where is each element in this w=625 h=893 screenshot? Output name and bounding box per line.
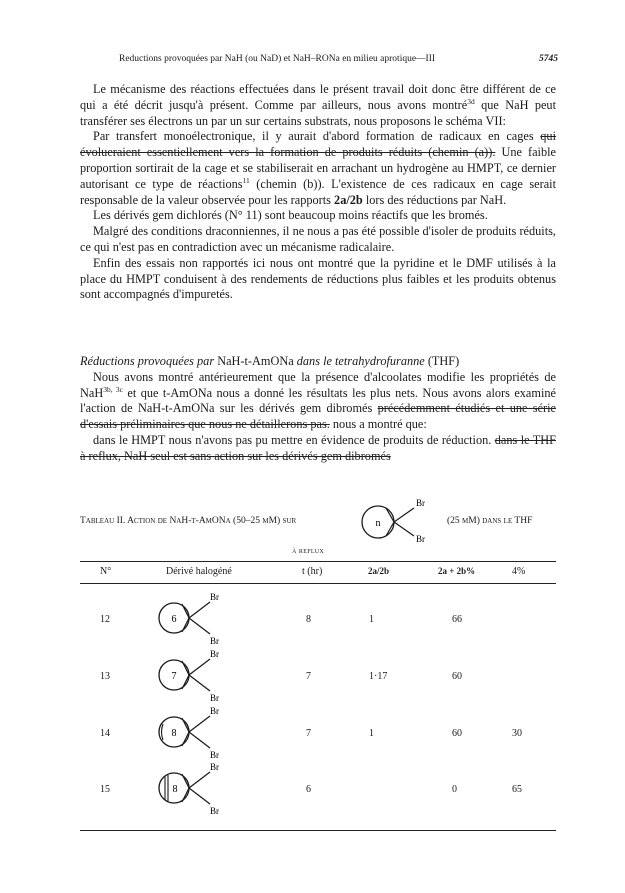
entry-number: 13 bbox=[100, 671, 110, 682]
ring-size-label: 8 bbox=[172, 784, 178, 795]
dibromo-ring-structure bbox=[150, 758, 230, 818]
table-row bbox=[80, 764, 556, 822]
column-header: 2a + 2b% bbox=[438, 566, 476, 576]
yield-2a-2b: 60 bbox=[452, 671, 462, 682]
reaction-time: 6 bbox=[306, 784, 311, 795]
ring-size-label: 8 bbox=[171, 728, 177, 739]
struck-text: précédemment étudiés et une série d'essais préliminaires que nous ne détaillerons pas. bbox=[80, 401, 556, 432]
reaction-time: 8 bbox=[306, 614, 311, 625]
column-header: 4% bbox=[512, 566, 526, 577]
table-rule-header bbox=[80, 583, 556, 584]
column-header: N° bbox=[100, 566, 112, 577]
ring-size-label: 6 bbox=[171, 614, 177, 625]
gem-dibromo-ring-structure bbox=[356, 496, 446, 544]
column-header: t (hr) bbox=[302, 566, 323, 577]
entry-number: 14 bbox=[100, 728, 110, 739]
yield-4: 65 bbox=[512, 784, 522, 795]
dibromo-ring-structure bbox=[150, 588, 230, 648]
bromine-label: Br bbox=[210, 592, 219, 602]
dibromo-ring-structure bbox=[150, 645, 230, 705]
ratio-2a-2b: 1·17 bbox=[369, 671, 388, 682]
section-heading: Réductions provoquées par NaH-t-AmONa dans le tetrahydrofuranne (THF) bbox=[80, 354, 460, 368]
paragraph: Malgré des conditions draconniennes, il ne nous a pas été possible d'isoler de produits réduits, ce qui n'est pas en contradiction avec un mécanisme radicalaire. bbox=[80, 224, 556, 254]
bromine-label: Br bbox=[210, 649, 219, 659]
section-block bbox=[80, 354, 556, 465]
bromine-label: Br bbox=[416, 498, 425, 508]
paragraph: dans le HMPT nous n'avons pas pu mettre en évidence de produits de réduction. dans le THF à reflux, NaH seul est sans action sur les dérivés gem dibromés bbox=[80, 432, 556, 463]
table-row bbox=[80, 594, 556, 652]
compound-ratio: 2a/2b bbox=[334, 192, 363, 207]
ratio-2a-2b: 1 bbox=[369, 728, 374, 739]
table-row bbox=[80, 651, 556, 709]
table-caption-subtitle: à reflux bbox=[292, 546, 325, 555]
struck-text: dans le THF à reflux, NaH seul est sans action sur les dérivés gem dibromés bbox=[80, 432, 556, 463]
entry-number: 12 bbox=[100, 614, 110, 625]
paragraph: Les dérivés gem dichlorés (N° 11) sont beaucoup moins réactifs que les bromés. bbox=[93, 208, 488, 223]
reference-superscript: 3b, 3c bbox=[103, 384, 123, 394]
table-caption-conditions: (25 mM) dans le THF bbox=[447, 516, 533, 526]
column-header: 2a/2b bbox=[368, 566, 390, 576]
paragraph: Nous avons montré antérieurement que la présence d'alcoolates modifie les propriétés de NaH$^{3b, 3c}$ et que t-AmONa nous a donné les résultats les plus nets. Nous avons alors examiné l'action de NaH-t-AmONa sur les dérivés gem dibromés précédemment étudiés et une série d'essais préliminaires que nous ne détaillerons pas. nous a montré que: bbox=[80, 369, 557, 432]
yield-2a-2b: 0 bbox=[452, 784, 457, 795]
reaction-time: 7 bbox=[306, 671, 311, 682]
ring-size-label: n bbox=[375, 518, 381, 529]
paragraph: Enfin des essais non rapportés ici nous ont montré que la pyridine et le DMF utilisés à la place du HMPT conduisent à des rendements de réductions plus faibles et les produits obtenus sont accompagnés d'impuretés. bbox=[80, 255, 557, 302]
reaction-time: 7 bbox=[306, 728, 311, 739]
ring-size-label: 7 bbox=[171, 671, 177, 682]
reference-superscript: 3d bbox=[467, 96, 475, 106]
reference-superscript: 11 bbox=[242, 175, 250, 185]
table-caption-title: Tableau II. Action de NaH-t-AmONa (50–25 mM) sur bbox=[80, 516, 297, 526]
yield-2a-2b: 60 bbox=[452, 728, 462, 739]
table-caption bbox=[80, 496, 560, 556]
bromine-label: Br bbox=[210, 706, 219, 716]
bromine-label: Br bbox=[416, 534, 425, 544]
bromine-label: Br bbox=[210, 750, 219, 760]
entry-number: 15 bbox=[100, 784, 110, 795]
page-number: 5745 bbox=[539, 54, 558, 64]
table-rule-bottom bbox=[80, 830, 556, 831]
body-text-block bbox=[80, 82, 556, 303]
paragraph: Le mécanisme des réactions effectuées dans le présent travail doit donc être différent de ce qui a été décrit jusqu'à présent. Comme par ailleurs, nous avons montré$^{3d}$ que NaH peut transférer ses électrons un par un sur certains substrats, nous proposons le schéma VII: bbox=[80, 82, 557, 128]
table-rule-top bbox=[80, 561, 556, 562]
running-head-title: Reductions provoquées par NaH (ou NaD) et NaH–RONa en milieu aprotique—III bbox=[119, 54, 436, 64]
struck-text: qui évolueraient essentiellement vers la formation de produits réduits (chemin (a)). bbox=[80, 129, 556, 160]
dibromo-ring-structure bbox=[150, 702, 230, 762]
yield-4: 30 bbox=[512, 728, 522, 739]
column-header: Dérivé halogéné bbox=[166, 566, 232, 577]
yield-2a-2b: 66 bbox=[452, 614, 462, 625]
bromine-label: Br bbox=[210, 693, 219, 703]
paragraph: Par transfert monoélectronique, il y aurait d'abord formation de radicaux en cages qui évolueraient essentiellement vers la formation de produits réduits (chemin (a)). Une faible proportion sortirait de la cage et se stabiliserait en arrachant un hydrogène au HMPT, ce dernier autorisant ce type de réactions$^{11}$ (chemin (b)). L'existence de ces radicaux en cage serait responsable de la valeur observée pour les rapports 2a/2b lors des réductions par NaH. bbox=[80, 129, 557, 207]
bromine-label: Br bbox=[210, 636, 219, 646]
bromine-label: Br bbox=[210, 762, 219, 772]
bromine-label: Br bbox=[210, 806, 219, 816]
ratio-2a-2b: 1 bbox=[369, 614, 374, 625]
